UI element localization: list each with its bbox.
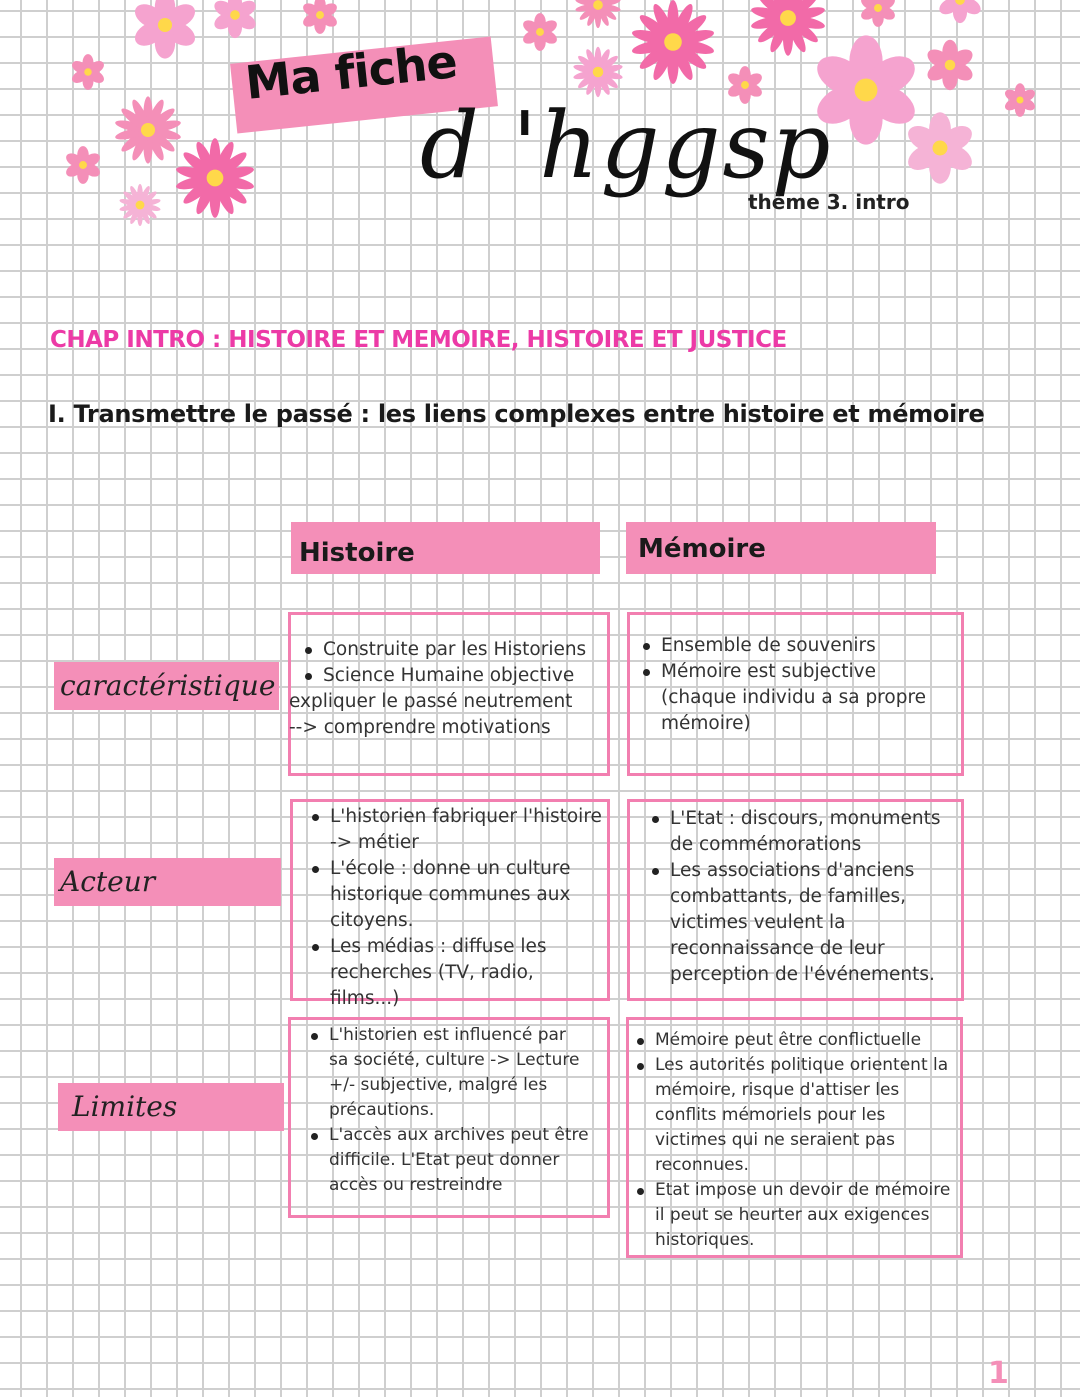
flower-icon: [70, 54, 106, 90]
list-item: Mémoire est subjective (chaque individu a sa propre mémoire): [630, 659, 949, 737]
row-label-acteur: Acteur: [54, 858, 281, 906]
list-item: L'historien fabriquer l'histoire -> métier: [293, 804, 603, 856]
row-label-limites: Limites: [58, 1083, 284, 1131]
flower-icon: [64, 146, 102, 184]
list-item: Construite par les Historiens: [291, 637, 607, 663]
page-title: Ma fiche: [242, 34, 460, 110]
section-title: I. Transmettre le passé : les liens complexes entre histoire et mémoire: [48, 400, 985, 428]
list-item: Mémoire peut être conflictuelle: [629, 1028, 958, 1053]
cell-limites-histoire: [288, 1017, 610, 1218]
page-subtitle-script: d 'hggsp: [420, 92, 833, 199]
flower-icon: [211, 0, 258, 38]
list-item: L'école : donne un culture historique communes aux citoyens.: [293, 856, 603, 934]
bullet-list: [629, 1028, 958, 1253]
flower-icon: [114, 96, 182, 163]
cell-limites-memoire: [626, 1017, 963, 1258]
flower-icon: [904, 112, 977, 183]
flower-icon: [1003, 83, 1037, 117]
flower-icon: [750, 0, 826, 56]
cell-text-line: --> comprendre motivations: [289, 717, 551, 738]
list-item: Les associations d'anciens combattants, de familles, victimes veulent la reconnaissance de leur perception de l'événements.: [630, 858, 951, 988]
flower-icon: [119, 184, 161, 226]
cell-caracteristique-memoire: [627, 612, 964, 776]
row-label-caracteristique: caractéristique: [54, 662, 279, 710]
flower-icon: [575, 0, 621, 28]
flower-icon: [936, 0, 983, 23]
list-item: L'historien est influencé par sa société, culture -> Lecture +/- subjective, malgré les précautions.: [291, 1023, 589, 1123]
column-header-memoire: Mémoire: [626, 522, 936, 574]
flower-icon: [631, 0, 715, 84]
page-number: 1: [988, 1356, 1009, 1391]
flower-icon: [859, 0, 897, 27]
cell-caracteristique-histoire: [288, 612, 610, 776]
list-item: Science Humaine objective: [291, 663, 607, 689]
chapter-title: CHAP INTRO : HISTOIRE ET MEMOIRE, HISTOIRE ET JUSTICE: [50, 327, 787, 353]
cell-acteur-memoire: [627, 799, 964, 1001]
flower-icon: [301, 0, 339, 34]
list-item: L'Etat : discours, monuments de commémorations: [630, 806, 951, 858]
cell-text-line: expliquer le passé neutrement: [289, 691, 573, 712]
list-item: Ensemble de souvenirs: [630, 633, 949, 659]
flower-icon: [521, 13, 559, 51]
bullet-list: [291, 637, 607, 689]
flower-icon: [573, 47, 624, 97]
list-item: L'accès aux archives peut être difficile. L'Etat peut donner accès ou restreindre: [291, 1123, 589, 1198]
bullet-list: [293, 804, 603, 1012]
list-item: Etat impose un devoir de mémoire il peut se heurter aux exigences historiques.: [629, 1178, 958, 1253]
column-header-histoire: Histoire: [291, 522, 600, 574]
flower-icon: [175, 138, 255, 218]
flower-icon: [924, 40, 975, 90]
bullet-list: [291, 1023, 589, 1198]
list-item: Les autorités politique orientent la mémoire, risque d'attiser les conflits mémoriels pour les victimes qui ne seraient pas reconnues.: [629, 1053, 958, 1178]
cell-acteur-histoire: [290, 799, 610, 1009]
flower-icon: [131, 0, 199, 59]
bullet-list: [630, 633, 949, 737]
bullet-list: [630, 806, 951, 988]
theme-label: thème 3. intro: [748, 190, 910, 214]
list-item: Les médias : diffuse les recherches (TV, radio, films...): [293, 934, 603, 1012]
